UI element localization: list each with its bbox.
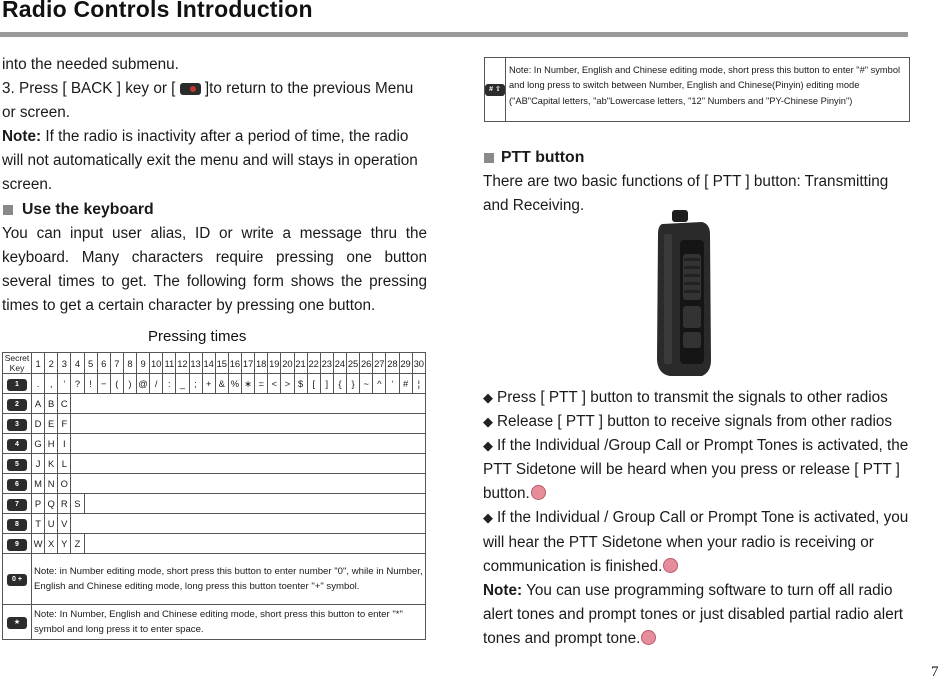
table-header-cell: 27 [373,353,386,374]
table-header-cell: 19 [268,353,281,374]
key-8-icon: 8 [7,519,27,531]
table-cell: U [45,514,58,534]
key-7-icon: 7 [7,499,27,511]
table-cell: @ [137,374,150,394]
table-cell: Q [45,494,58,514]
table-cell: ? [71,374,84,394]
key-3-icon: 3 [7,419,27,431]
pressing-times-table [2,352,426,640]
diamond-bullet-icon: ◆ [483,510,493,526]
table-cell: ‘ [386,374,399,394]
key-9-icon: 9 [7,539,27,551]
table-header-cell: 1 [32,353,45,374]
table-header-cell: 18 [255,353,268,374]
table-cell: I [58,434,71,454]
table-header-cell: 30 [412,353,425,374]
table-cell: : [163,374,176,394]
table-cell: P [32,494,45,514]
table-header-cell: 23 [320,353,333,374]
alert-tone-icon [531,485,546,500]
table-cell: B [45,394,58,414]
table-cell: H [45,434,58,454]
table-row-key-8 [3,514,426,534]
table-cell: $ [294,374,307,394]
key-0-icon: 0 + [7,574,27,586]
left-column [2,53,427,318]
table-cell: , [45,374,58,394]
table-cell: R [58,494,71,514]
table-cell: ! [84,374,97,394]
alert-tone-icon [641,630,656,645]
table-cell: S [71,494,84,514]
table-header-cell: 4 [71,353,84,374]
table-header-cell: 14 [202,353,215,374]
table-cell: ] [320,374,333,394]
paragraph-back-key: 3. Press [ BACK ] key or [ ]to return to the previous Menu or screen. [2,80,414,122]
hash-key-note: Note: In Number, English and Chinese editing mode, short press this button to enter "#" symbol and long press to switch between Number, English and Chinese(Pinyin) editing mode ("AB"Capital letters, "ab"Lowercase letters, "12" Numbers and "PY-Chinese Pinyin") [509,65,901,106]
table-cell: V [58,514,71,534]
bullet-sidetone-press: ◆ If the Individual /Group Call or Prompt Tones is activated, the PTT Sidetone will be heard when you press or release [ PTT ] button. [483,437,909,503]
page-number: 7 [931,664,939,680]
table-cell: X [45,534,58,554]
table-cell: = [255,374,268,394]
table-header-cell: 28 [386,353,399,374]
section-heading-keyboard: Use the keyboard [2,198,427,222]
key-5-icon: 5 [7,459,27,471]
table-cell: K [45,454,58,474]
table-header-cell: 29 [399,353,412,374]
star-key-icon: ★ [7,617,27,629]
table-header-cell: 25 [347,353,360,374]
table-cell: D [32,414,45,434]
table-cell: J [32,454,45,474]
square-bullet-icon [484,153,494,163]
diamond-bullet-icon: ◆ [483,438,493,454]
table-header-cell: 15 [215,353,228,374]
table-cell: % [228,374,241,394]
table-header-cell: 17 [242,353,255,374]
table-row-key-5 [3,454,426,474]
table-cell: C [58,394,71,414]
paragraph-keyboard: You can input user alias, ID or write a message thru the keyboard. Many characters require pressing one button several times to get. The following form shows the pressing times to get a certain character by pressing one button. [2,224,427,314]
table-cell: [ [307,374,320,394]
table-header-cell: 13 [189,353,202,374]
table-cell: ’ [58,374,71,394]
table-cell: ) [123,374,136,394]
table-cell: G [32,434,45,454]
table-header-cell: 2 [45,353,58,374]
table-cell: Z [71,534,84,554]
bullet-transmit: ◆ Press [ PTT ] button to transmit the signals to other radios [483,389,888,406]
table-header-cell: 9 [137,353,150,374]
square-bullet-icon [3,205,13,215]
table-cell: A [32,394,45,414]
key-2-icon: 2 [7,399,27,411]
page-title: Radio Controls Introduction [2,0,313,22]
table-header-cell: 8 [123,353,136,374]
key-6-icon: 6 [7,479,27,491]
table-cell: O [58,474,71,494]
table-cell: − [97,374,110,394]
table-cell: ( [110,374,123,394]
diamond-bullet-icon: ◆ [483,414,493,430]
note-label: Note: [2,128,42,146]
table-cell: ~ [360,374,373,394]
table-caption: Pressing times [148,328,247,345]
table-cell: ∗ [242,374,255,394]
table-row-key-1 [3,374,426,394]
table-cell: L [58,454,71,474]
bullet-sidetone-receive: ◆ If the Individual / Group Call or Prompt Tone is activated, you will hear the PTT Sidetone when your radio is receiving or communication is finished. [483,509,909,575]
paragraph-submenu: into the needed submenu. [2,56,179,73]
table-cell: F [58,414,71,434]
table-header-cell: 20 [281,353,294,374]
table-row-key-6 [3,474,426,494]
ptt-intro-block [483,146,909,218]
back-key-icon [180,83,201,95]
key-1-icon: 1 [7,379,27,391]
hash-key-note-box [484,57,910,122]
paragraph-note-timeout: Note: If the radio is inactivity after a period of time, the radio will not automatically exit the menu and will stays in operation screen. [2,128,418,194]
table-header-row [3,353,426,374]
table-header-cell: 10 [150,353,163,374]
key-4-icon: 4 [7,439,27,451]
radio-side-image [654,210,714,378]
table-header-cell: 7 [110,353,123,374]
paragraph-ptt-intro: There are two basic functions of [ PTT ] button: Transmitting and Receiving. [483,173,889,215]
table-cell: W [32,534,45,554]
table-cell: . [32,374,45,394]
section-heading-ptt: PTT button [483,146,909,170]
table-header-cell: 26 [360,353,373,374]
header-divider [0,32,908,37]
table-cell: # [399,374,412,394]
table-row-key-7 [3,494,426,514]
table-header-cell: 5 [84,353,97,374]
table-row-key-4 [3,434,426,454]
table-cell: } [347,374,360,394]
table-cell: M [32,474,45,494]
ptt-functions-block [483,386,909,651]
table-header-cell: 11 [163,353,176,374]
table-cell: + [202,374,215,394]
table-row-key-star [3,605,426,640]
table-header-cell: 16 [228,353,241,374]
alert-tone-icon [663,558,678,573]
table-row-key-0 [3,554,426,605]
table-cell: < [268,374,281,394]
table-cell: > [281,374,294,394]
table-row-key-2 [3,394,426,414]
table-row-key-9 [3,534,426,554]
table-cell: & [215,374,228,394]
table-corner: Secret Key [3,353,32,374]
table-header-cell: 3 [58,353,71,374]
table-cell: N [45,474,58,494]
table-cell: / [150,374,163,394]
table-cell: ; [189,374,202,394]
table-header-cell: 24 [333,353,346,374]
star-key-note: Note: In Number, English and Chinese editing mode, short press this button to enter "*" symbol and long press it to enter space. [32,605,426,640]
table-row-key-3 [3,414,426,434]
table-cell: Y [58,534,71,554]
diamond-bullet-icon: ◆ [483,390,493,405]
table-header-cell: 12 [176,353,189,374]
table-cell: ¦ [412,374,425,394]
table-cell: E [45,414,58,434]
table-header-cell: 6 [97,353,110,374]
bullet-receive: ◆ Release [ PTT ] button to receive signals from other radios [483,413,893,431]
paragraph-note-alert: Note: You can use programming software to turn off all radio alert tones and prompt tones or just disabled partial radio alert tones and prompt tone. [483,581,904,647]
table-cell: _ [176,374,189,394]
table-header-cell: 22 [307,353,320,374]
note-label: Note: [483,581,523,599]
zero-key-note: Note: in Number editing mode, short press this button to enter number "0", while in Number, English and Chinese editing mode, long press this button toenter "+" symbol. [32,554,426,605]
table-header-cell: 21 [294,353,307,374]
table-cell: { [333,374,346,394]
table-cell: T [32,514,45,534]
hash-key-icon: # ⇧ [485,84,505,96]
table-cell: ^ [373,374,386,394]
